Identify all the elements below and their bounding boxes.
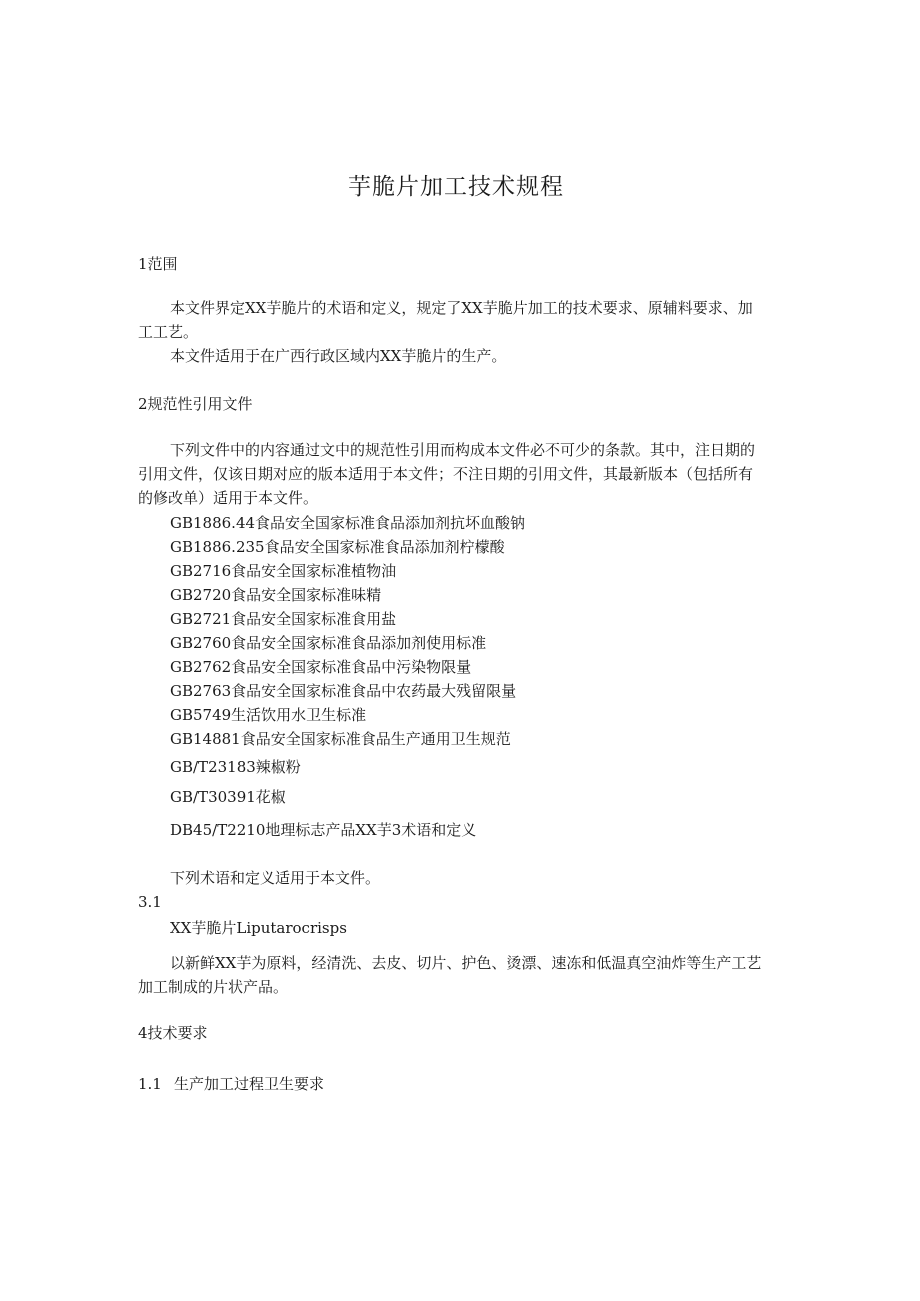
reference-item: GB14881食品安全国家标准食品生产通用卫生规范 (170, 730, 511, 748)
reference-item: GB2762食品安全国家标准食品中污染物限量 (170, 658, 472, 676)
section-2-intro-line: 下列文件中的内容通过文中的规范性引用而构成本文件必不可少的条款。其中，注日期的 (170, 441, 756, 459)
section-1-paragraph-line: 本文件界定XX芋脆片的术语和定义，规定了XX芋脆片加工的技术要求、原辅料要求、加 (170, 299, 753, 317)
reference-item: GB1886.44食品安全国家标准食品添加剂抗坏血酸钠 (170, 514, 526, 532)
reference-item: GB2763食品安全国家标准食品中农药最大残留限量 (170, 682, 517, 700)
reference-item: GB/T23183辣椒粉 (170, 758, 301, 776)
section-3-intro: 下列术语和定义适用于本文件。 (170, 869, 381, 887)
reference-item: GB2721食品安全国家标准食用盐 (170, 610, 397, 628)
term-number: 3.1 (138, 893, 162, 911)
reference-item: DB45/T2210地理标志产品XX芋3术语和定义 (170, 821, 477, 839)
subsection-title: 生产加工过程卫生要求 (174, 1075, 325, 1093)
reference-item: GB5749生活饮用水卫生标准 (170, 706, 367, 724)
term-name: XX芋脆片Liputarocrisps (170, 919, 347, 937)
section-2-intro-line: 的修改单）适用于本文件。 (138, 489, 319, 507)
subsection-number: 1.1 (138, 1075, 162, 1093)
section-4-heading: 4技术要求 (138, 1024, 208, 1042)
reference-item: GB2760食品安全国家标准食品添加剂使用标准 (170, 634, 487, 652)
reference-item: GB2716食品安全国家标准植物油 (170, 562, 397, 580)
section-2-heading: 2规范性引用文件 (138, 395, 253, 413)
term-definition-line: 加工制成的片状产品。 (138, 978, 289, 996)
section-2-intro-line: 引用文件，仅该日期对应的版本适用于本文件；不注日期的引用文件，其最新版本（包括所有 (138, 465, 754, 483)
document-title: 芋脆片加工技术规程 (348, 174, 564, 200)
reference-item: GB/T30391花椒 (170, 788, 286, 806)
reference-item: GB1886.235食品安全国家标准食品添加剂柠檬酸 (170, 538, 505, 556)
reference-item: GB2720食品安全国家标准味精 (170, 586, 382, 604)
section-1-paragraph-line: 工工艺。 (138, 323, 199, 341)
section-1-heading: 1范围 (138, 255, 178, 273)
term-definition-line: 以新鲜XX芋为原料，经清洗、去皮、切片、护色、烫漂、速冻和低温真空油炸等生产工艺 (170, 954, 762, 972)
section-1-paragraph: 本文件适用于在广西行政区域内XX芋脆片的生产。 (170, 347, 507, 365)
